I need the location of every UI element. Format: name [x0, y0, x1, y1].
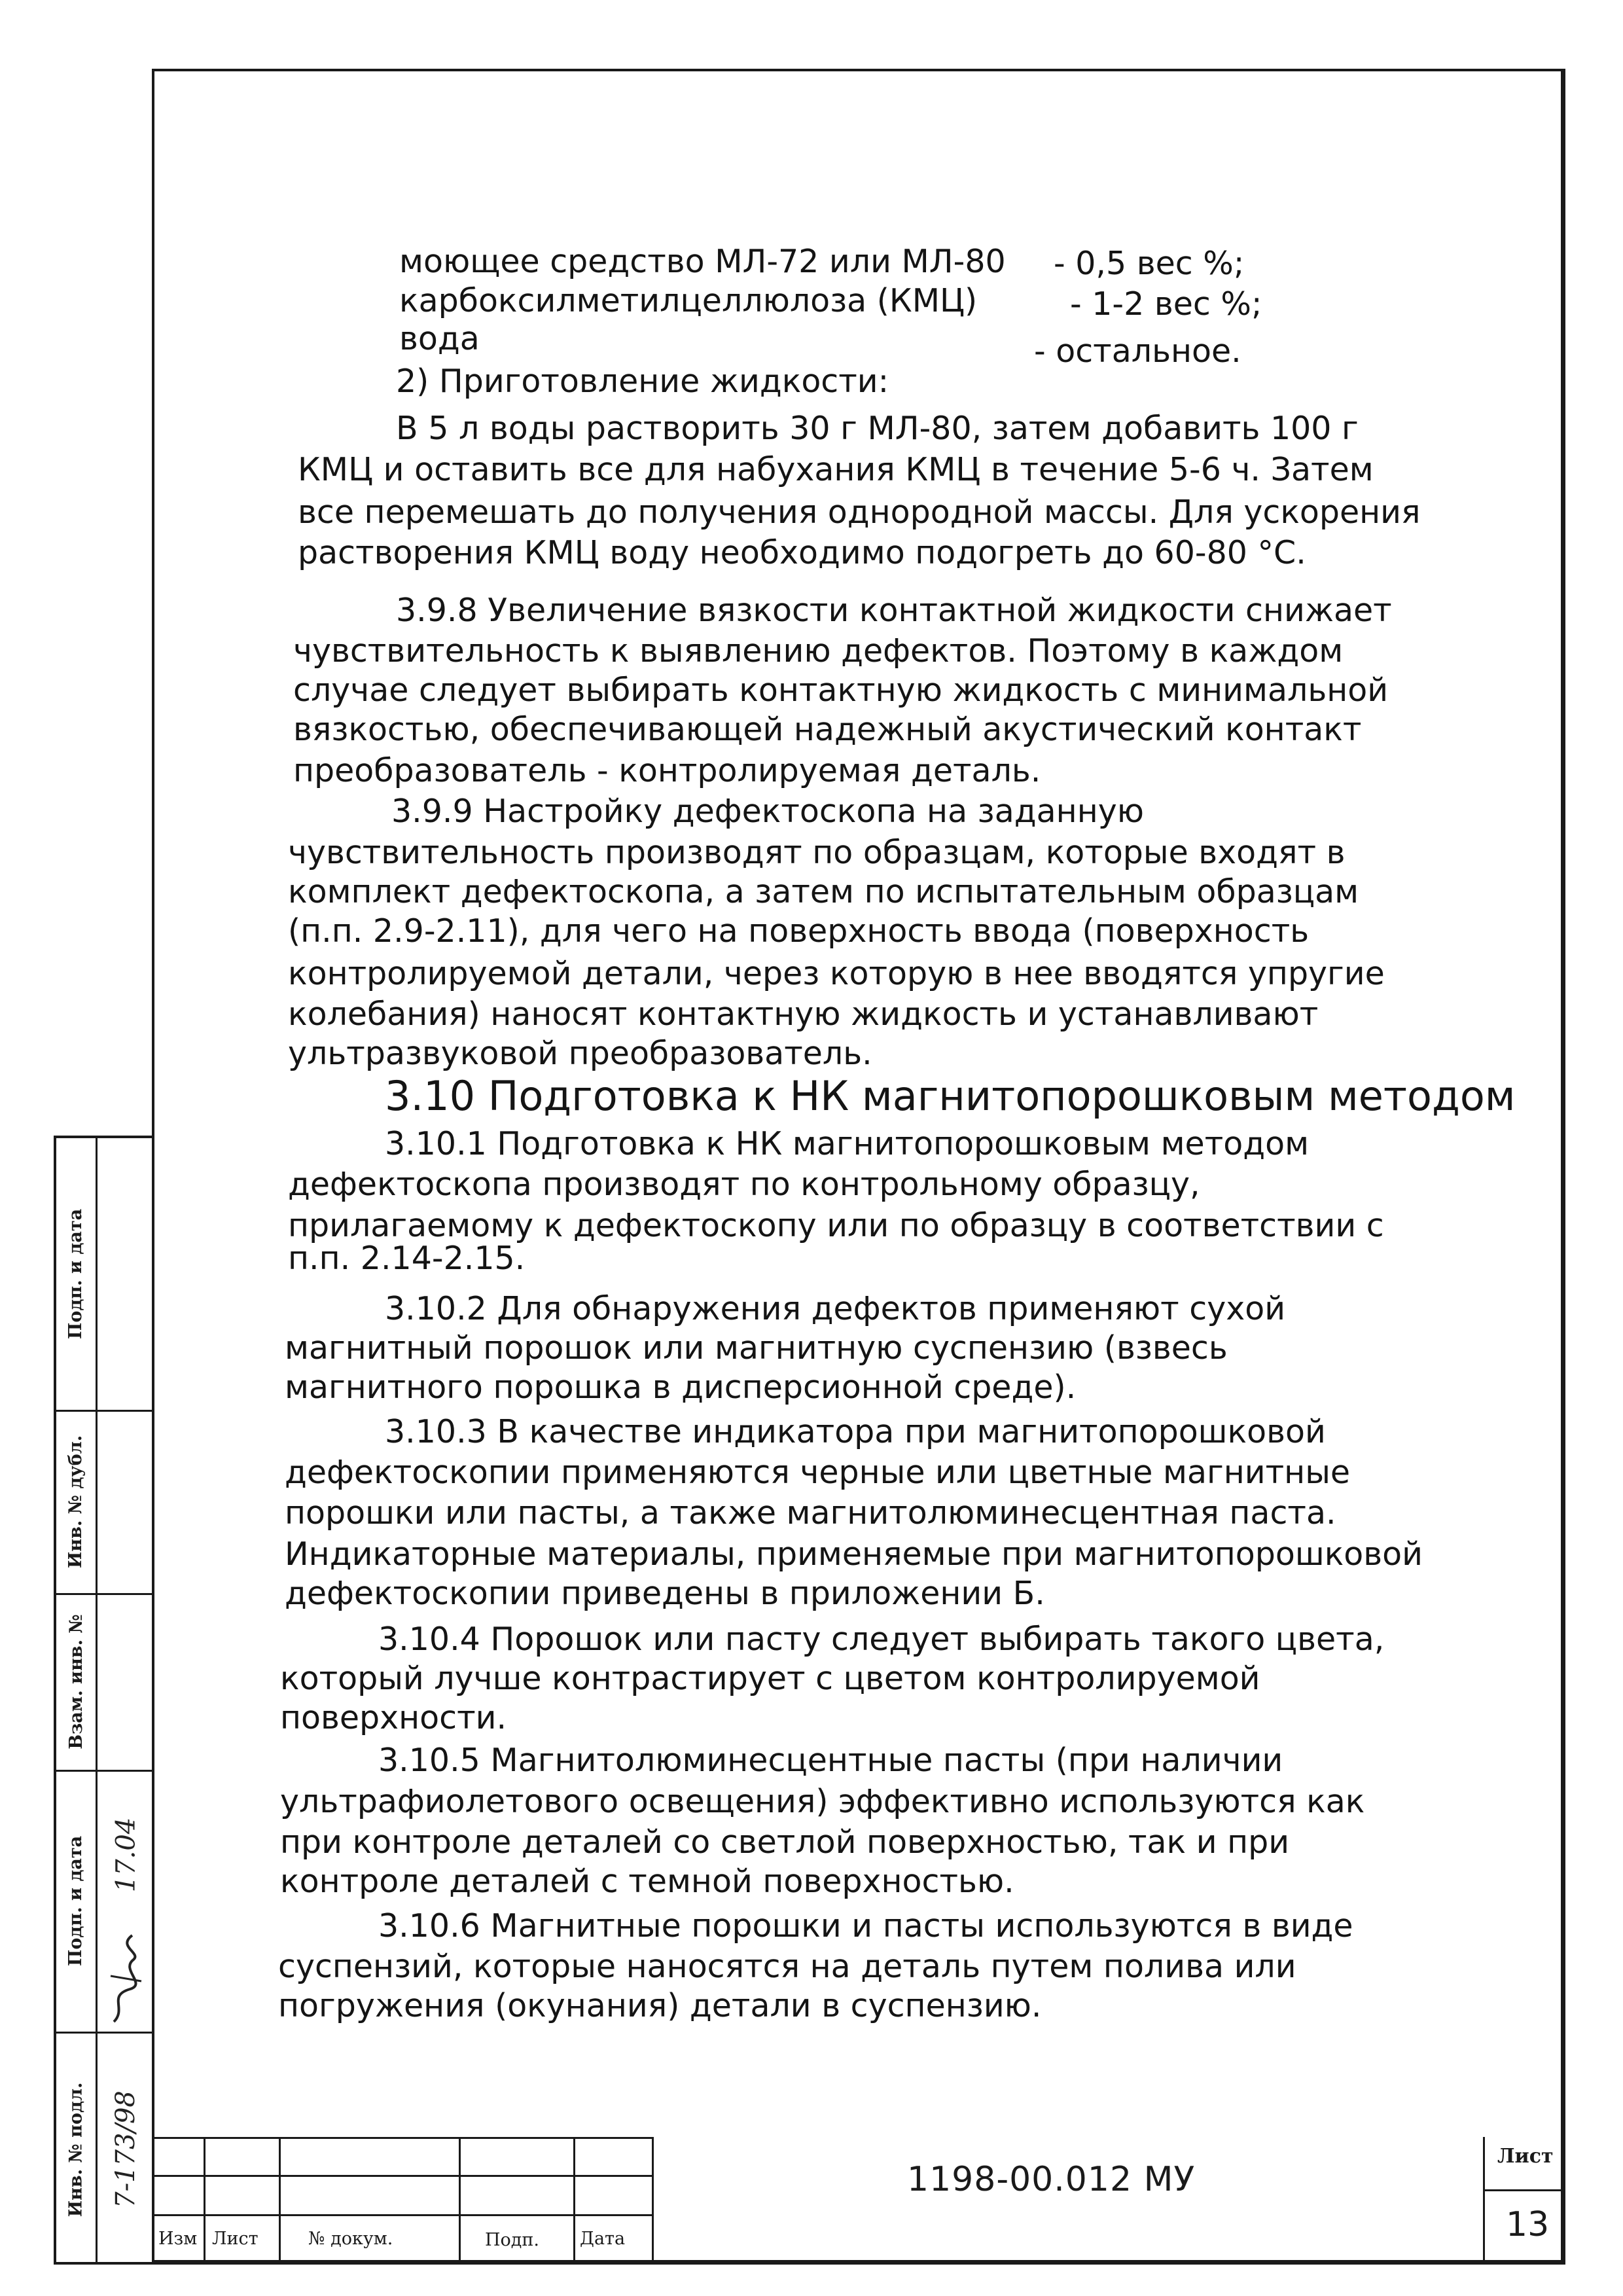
tb-line	[573, 2137, 575, 2260]
paragraph-line: ультрафиолетового освещения) эффективно используются как	[280, 1783, 1365, 1820]
paragraph-line: 3.10.5 Магнитолюминесцентные пасты (при наличии	[378, 1742, 1283, 1779]
paragraph-line: чувствительность производят по образцам, которые входят в	[288, 834, 1346, 871]
tb-line	[1483, 2189, 1561, 2191]
paragraph-line: дефектоскопа производят по контрольному образцу,	[288, 1166, 1200, 1203]
handwritten-inv-number: 7-173/98	[111, 2090, 141, 2208]
paragraph-line: Индикаторные материалы, применяемые при магнитопорошковой	[285, 1535, 1423, 1573]
tb-col-date: Дата	[580, 2229, 626, 2249]
paragraph-line: при контроле деталей со светлой поверхностью, так и при	[280, 1823, 1290, 1861]
paragraph-line: порошки или пасты, а также магнитолюминесцентная паста.	[285, 1494, 1336, 1532]
stamp-dup-inv: Инв. № дубл.	[65, 1435, 86, 1568]
paragraph-line: магнитного порошка в дисперсионной среде).	[285, 1369, 1077, 1406]
stamp-replace-inv: Взам. инв. №	[65, 1613, 86, 1749]
composition-item-amount: - 0,5 вес %;	[1054, 245, 1245, 282]
tb-line	[154, 2214, 652, 2216]
paragraph-line: ультразвуковой преобразователь.	[288, 1035, 872, 1072]
paragraph-line: все перемешать до получения однородной массы. Для ускорения	[298, 493, 1421, 531]
paragraph-line: который лучше контрастирует с цветом контролируемой	[280, 1660, 1260, 1697]
tb-line	[652, 2137, 654, 2260]
paragraph-line: поверхности.	[280, 1699, 507, 1736]
stamp-sign-date: Подп. и дата	[65, 1208, 86, 1340]
tb-col-list: Лист	[212, 2229, 259, 2249]
paragraph-line: растворения КМЦ воду необходимо подогреть до 60-80 °С.	[298, 534, 1306, 571]
tb-line	[154, 2175, 652, 2177]
paragraph-line: 3.10.4 Порошок или пасту следует выбирать такого цвета,	[378, 1621, 1385, 1658]
tb-col-izm: Изм	[158, 2229, 198, 2249]
paragraph-line: колебания) наносят контактную жидкость и устанавливают	[288, 996, 1319, 1033]
composition-item-amount: - остальное.	[1034, 332, 1241, 370]
stamp-sign-date: Подп. и дата	[65, 1835, 86, 1966]
tb-line	[154, 2137, 652, 2139]
tb-line	[204, 2137, 205, 2260]
paragraph-line: 3.10.3 В качестве индикатора при магнитопорошковой	[385, 1413, 1326, 1450]
paragraph-line: 3.10.6 Магнитные порошки и пасты используются в виде	[378, 1907, 1353, 1945]
paragraph-line: КМЦ и оставить все для набухания КМЦ в течение 5-6 ч. Затем	[298, 451, 1374, 488]
title-block	[154, 2137, 1561, 2260]
sheet-label: Лист	[1497, 2145, 1554, 2168]
tb-line	[279, 2137, 281, 2260]
paragraph-line: преобразователь - контролируемая деталь.	[293, 752, 1041, 789]
paragraph-line: контроле деталей с темной поверхностью.	[280, 1863, 1014, 1900]
handwritten-date: 17.04	[111, 1817, 141, 1893]
sheet-number: 13	[1506, 2205, 1550, 2244]
paragraph-line: п.п. 2.14-2.15.	[288, 1240, 526, 1277]
composition-item-name: карбоксилметилцеллюлоза (КМЦ)	[399, 282, 978, 319]
handwritten-signature	[101, 1930, 152, 2028]
composition-item-amount: - 1-2 вес %;	[1070, 285, 1262, 323]
document-code: 1198-00.012 МУ	[907, 2160, 1196, 2199]
paragraph-line: дефектоскопии применяются черные или цветные магнитные	[285, 1454, 1351, 1491]
tb-col-doc: № докум.	[308, 2229, 393, 2249]
tb-line	[1483, 2137, 1485, 2260]
stamp-orig-inv: Инв. № подл.	[65, 2082, 86, 2217]
paragraph-line: В 5 л воды растворить 30 г МЛ-80, затем добавить 100 г	[396, 410, 1359, 447]
paragraph-line: контролируемой детали, через которую в нее вводятся упругие	[288, 955, 1385, 992]
paragraph-line: (п.п. 2.9-2.11), для чего на поверхность ввода (поверхность	[288, 912, 1310, 950]
paragraph-line: случае следует выбирать контактную жидкость с минимальной	[293, 672, 1389, 709]
section-heading: 3.10 Подготовка к НК магнитопорошковым методом	[385, 1072, 1516, 1120]
composition-item-name: моющее средство МЛ-72 или МЛ-80	[399, 243, 1006, 280]
subsection-heading: 2) Приготовление жидкости:	[396, 363, 889, 400]
paragraph-line: чувствительность к выявлению дефектов. Поэтому в каждом	[293, 632, 1344, 670]
paragraph-line: прилагаемому к дефектоскопу или по образцу в соответствии с	[288, 1207, 1384, 1244]
paragraph-line: вязкостью, обеспечивающей надежный акустический контакт	[293, 711, 1362, 748]
paragraph-line: комплект дефектоскопа, а затем по испытательным образцам	[288, 873, 1359, 910]
composition-item-name: вода	[399, 320, 480, 357]
tb-col-sign: Подп.	[485, 2230, 540, 2250]
paragraph-line: 3.9.9 Настройку дефектоскопа на заданную	[391, 793, 1144, 830]
paragraph-line: 3.10.2 Для обнаружения дефектов применяют сухой	[385, 1290, 1286, 1327]
paragraph-line: 3.9.8 Увеличение вязкости контактной жидкости снижает	[396, 592, 1392, 629]
paragraph-line: магнитный порошок или магнитную суспензию (взвесь	[285, 1329, 1228, 1367]
paragraph-line: дефектоскопии приведены в приложении Б.	[285, 1575, 1045, 1612]
paragraph-line: погружения (окунания) детали в суспензию.	[278, 1987, 1042, 2024]
paragraph-line: суспензий, которые наносятся на деталь путем полива или	[278, 1948, 1296, 1985]
paragraph-line: 3.10.1 Подготовка к НК магнитопорошковым методом	[385, 1125, 1310, 1162]
tb-line	[459, 2137, 461, 2260]
margin-stamp-column	[54, 1136, 153, 2265]
